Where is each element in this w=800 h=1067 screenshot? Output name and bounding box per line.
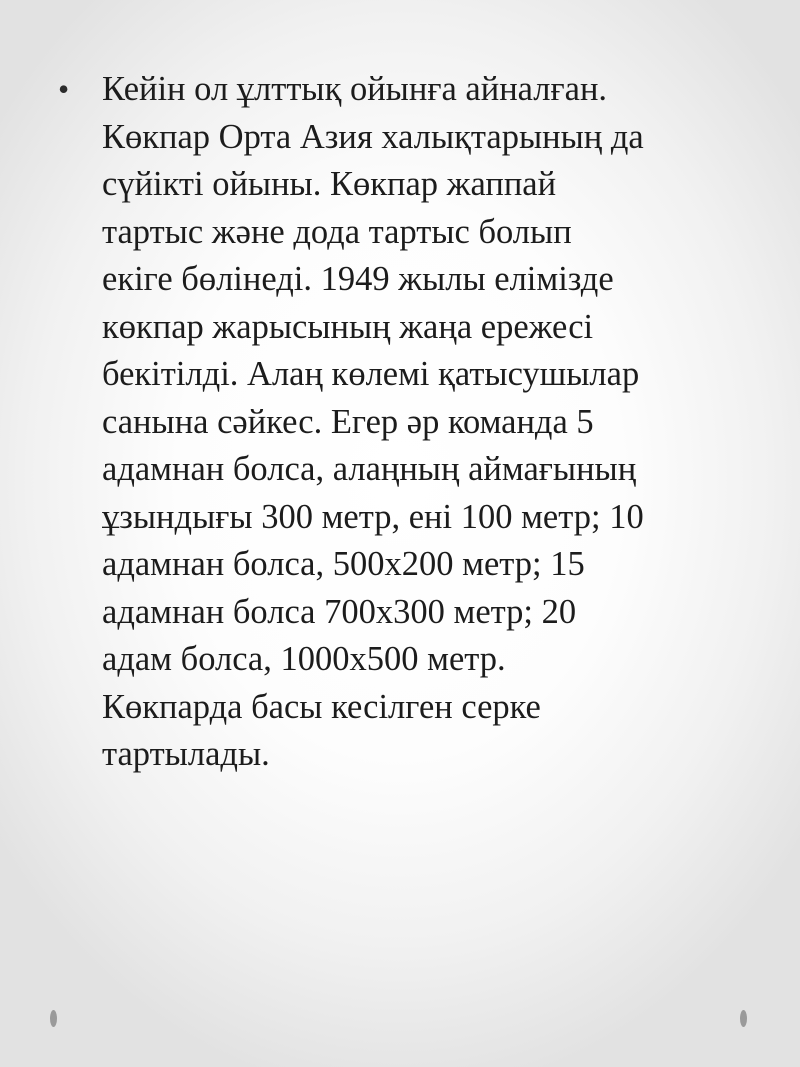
text-line: адамнан болса, 500х200 метр; 15 [102,545,585,583]
corner-ornament-left [50,1010,57,1027]
text-line: адамнан болса, алаңның аймағының [102,450,637,488]
text-line: екіге бөлінеді. 1949 жылы елімізде [102,260,614,298]
corner-ornament-right [740,1010,747,1027]
text-line: адам болса, 1000х500 метр. [102,640,506,678]
text-line: көкпар жарысының жаңа ережесі [102,307,594,346]
text-line: ұзындығы 300 метр, ені 100 метр; 10 [102,497,644,536]
text-line: адамнан болса 700х300 метр; 20 [102,592,577,631]
text-line: тартылады. [102,735,270,773]
text-line: бекітілді. Алаң көлемі қатысушылар [102,355,640,393]
text-line: тартыс және дода тартыс болып [102,212,572,251]
text-line: Көкпарда басы кесілген серке [102,687,541,726]
text-line: сүйікті ойыны. Көкпар жаппай [102,165,557,203]
text-line: Кейін ол ұлттық ойынға айналған. [102,70,608,108]
text-line: санына сәйкес. Егер әр команда 5 [102,402,594,441]
text-line: Көкпар Орта Азия халықтарының да [102,117,644,156]
bullet-text [102,66,772,779]
bullet-dot: • [58,71,70,107]
